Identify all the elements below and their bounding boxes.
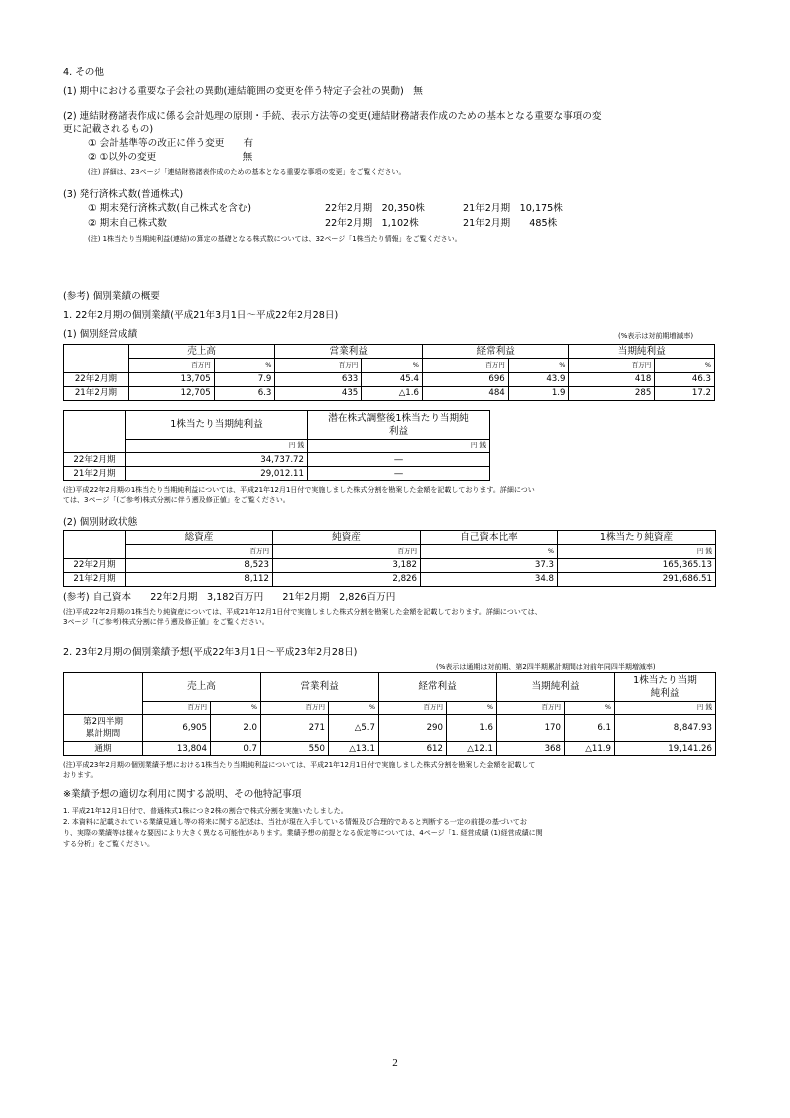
table-cell: 6.1 [565, 715, 615, 742]
financial-table [63, 530, 716, 587]
table-cell: ― [308, 467, 490, 481]
row-label [64, 715, 143, 742]
row-label: 21年2月期 [64, 386, 129, 400]
unit-label: % [362, 359, 423, 373]
financial-header-net-assets: 純資産 [273, 531, 421, 545]
row-label: 21年2月期 [64, 572, 126, 586]
table-cell: 7.9 [214, 372, 275, 386]
forecast-table [63, 672, 716, 756]
results-header-ordinary: 経常利益 [422, 345, 569, 359]
section4-item2-a: ① 会計基準等の改正に伴う変更 有 [88, 138, 254, 149]
eps-unit-blank [64, 439, 126, 453]
table-cell: 271 [261, 715, 329, 742]
results-table [63, 344, 715, 401]
table-cell: 29,012.11 [126, 467, 308, 481]
unit-label: 百万円 [422, 359, 508, 373]
table-cell: 2,826 [273, 572, 421, 586]
row-label: 22年2月期 [64, 558, 126, 572]
forecast-corner [64, 673, 143, 702]
financial-unit-blank [64, 545, 126, 559]
financial-header-bps: 1株当たり純資産 [558, 531, 716, 545]
eps-note-line1: (注)平成22年2月期の1株当たり当期純利益については、平成21年12月1日付で実施しました株式分割を勘案した金額を記載しております。詳細につい [63, 486, 535, 494]
forecast-header-eps-line2: 純利益 [650, 687, 680, 699]
row-label: 22年2月期 [64, 453, 126, 467]
section4-item3: (3) 発行済株式数(普通株式) [63, 189, 184, 200]
section4-item3-b-label: ② 期末自己株式数 [88, 218, 167, 229]
forecast-header-eps [615, 673, 716, 702]
table-row [64, 715, 716, 742]
eps-table [63, 410, 490, 481]
results-header-operating: 営業利益 [275, 345, 423, 359]
unit-label: 円 銭 [615, 701, 716, 715]
table-cell: 43.9 [508, 372, 569, 386]
table-cell: 435 [275, 386, 362, 400]
disclaimer-line2: 2. 本資料に記載されている業績見通し等の将来に関する記述は、当社が現在入手している情報及び合理的であると判断する一定の前提の基づいてお [63, 818, 527, 826]
table-cell: 484 [422, 386, 508, 400]
table-cell: △12.1 [447, 742, 497, 756]
table-cell: 34,737.72 [126, 453, 308, 467]
section4-item3-a-cur: 22年2月期 20,350株 [325, 203, 425, 214]
table-cell: 45.4 [362, 372, 423, 386]
unit-label: 百万円 [275, 359, 362, 373]
table-cell: △1.6 [362, 386, 423, 400]
unit-label: 円 銭 [558, 545, 716, 559]
financial-corner [64, 531, 126, 545]
table-cell: 612 [379, 742, 447, 756]
reference-sub2: (2) 個別財政状態 [63, 517, 138, 528]
unit-label: 百万円 [126, 545, 273, 559]
unit-label: 百万円 [497, 701, 565, 715]
forecast-heading: 2. 23年2月期の個別業績予想(平成22年3月1日～平成23年2月28日) [63, 647, 358, 658]
unit-label: % [421, 545, 558, 559]
section4-item2-b: ② ①以外の変更 無 [88, 152, 253, 163]
section4-item1: (1) 期中における重要な子会社の異動(連結範囲の変更を伴う特定子会社の異動) 無 [63, 86, 423, 97]
forecast-header-sales: 売上高 [143, 673, 261, 702]
results-header-sales: 売上高 [128, 345, 275, 359]
reference-sub1-note: (%表示は対前期増減率) [618, 332, 694, 340]
table-row [64, 386, 715, 400]
reference-heading: (参考) 個別業績の概要 [63, 291, 160, 302]
diluted-eps-header-line1: 潜在株式調整後1株当たり当期純 [328, 412, 469, 424]
table-cell: 12,705 [128, 386, 214, 400]
forecast-unit-blank [64, 701, 143, 715]
results-unit-blank [64, 359, 129, 373]
financial-header-assets: 総資産 [126, 531, 273, 545]
section4-item2-note: (注) 詳細は、23ページ「連結財務諸表作成のための基本となる重要な事項の変更」をご覧ください。 [88, 168, 406, 176]
table-cell: △11.9 [565, 742, 615, 756]
forecast-header-net: 当期純利益 [497, 673, 615, 702]
table-cell: 2.0 [211, 715, 261, 742]
table-cell: 17.2 [655, 386, 715, 400]
bps-note-line1: (注)平成22年2月期の1株当たり純資産については、平成21年12月1日付で実施しました株式分割を勘案した金額を記載しております。詳細については、 [63, 608, 542, 616]
diluted-eps-header-line2: 利益 [388, 425, 409, 437]
unit-label: 百万円 [128, 359, 214, 373]
row-label: 通期 [64, 742, 143, 756]
table-cell: △13.1 [329, 742, 379, 756]
table-cell: 8,523 [126, 558, 273, 572]
table-cell: 46.3 [655, 372, 715, 386]
forecast-header-ordinary: 経常利益 [379, 673, 497, 702]
section4-item2-line1: (2) 連結財務諸表作成に係る会計処理の原則・手続、表示方法等の変更(連結財務諸表作成のための基本となる重要な事項の変 [63, 111, 602, 122]
unit-label: % [329, 701, 379, 715]
unit-label: 円 銭 [308, 439, 490, 453]
table-row [64, 572, 716, 586]
table-row [64, 372, 715, 386]
table-cell: 6.3 [214, 386, 275, 400]
section4-heading: 4. その他 [63, 67, 104, 78]
reference-period1: 1. 22年2月期の個別業績(平成21年3月1日～平成22年2月28日) [63, 310, 339, 321]
table-cell: 6,905 [143, 715, 211, 742]
results-corner [64, 345, 129, 359]
section4-item3-a-prev: 21年2月期 10,175株 [463, 203, 563, 214]
row-label-line2: 累計期間 [85, 729, 121, 739]
table-cell: 34.8 [421, 572, 558, 586]
financial-header-equity-ratio: 自己資本比率 [421, 531, 558, 545]
section4-item3-a-label: ① 期末発行済株式数(自己株式を含む) [88, 203, 252, 214]
unit-label: 百万円 [261, 701, 329, 715]
table-cell: 368 [497, 742, 565, 756]
unit-label: % [211, 701, 261, 715]
unit-label: % [447, 701, 497, 715]
section4-item3-note: (注) 1株当たり当期純利益(連結)の算定の基礎となる株式数については、32ページ「1株当たり情報」をご覧ください。 [88, 235, 462, 243]
forecast-note-line2: おります。 [63, 771, 98, 779]
disclaimer-line3: り、実際の業績等は様々な要因により大きく異なる可能性があります。業績予想の前提となる仮定等については、4ページ「1. 経営成績 (1)経営成績に関 [63, 829, 543, 837]
table-cell: 418 [569, 372, 655, 386]
table-row [64, 742, 716, 756]
table-cell: 8,847.93 [615, 715, 716, 742]
table-cell: 1.9 [508, 386, 569, 400]
table-cell: 8,112 [126, 572, 273, 586]
reference-sub1: (1) 個別経営成績 [63, 329, 138, 340]
section4-item3-b-prev: 21年2月期 485株 [463, 218, 558, 229]
table-cell: 13,804 [143, 742, 211, 756]
forecast-header-eps-line1: 1株当たり当期 [633, 674, 697, 686]
table-cell: 550 [261, 742, 329, 756]
disclaimer-heading: ※業績予想の適切な利用に関する説明、その他特記事項 [63, 789, 302, 800]
unit-label: 百万円 [143, 701, 211, 715]
forecast-note-line1: (注)平成23年2月期の個別業績予想における1株当たり当期純利益については、平成21年12月1日付で実施しました株式分割を勘案した金額を記載して [63, 761, 536, 769]
unit-label: % [655, 359, 715, 373]
unit-label: 百万円 [569, 359, 655, 373]
table-cell: 37.3 [421, 558, 558, 572]
row-label: 21年2月期 [64, 467, 126, 481]
disclaimer-line1: 1. 平成21年12月1日付で、普通株式1株につき2株の割合で株式分割を実施いたしました。 [63, 807, 348, 815]
table-cell: 13,705 [128, 372, 214, 386]
unit-label: 円 銭 [126, 439, 308, 453]
forecast-header-operating: 営業利益 [261, 673, 379, 702]
table-cell: 1.6 [447, 715, 497, 742]
table-cell: 291,686.51 [558, 572, 716, 586]
table-row [64, 453, 490, 467]
unit-label: 百万円 [273, 545, 421, 559]
table-cell: ― [308, 453, 490, 467]
table-cell: 0.7 [211, 742, 261, 756]
table-row [64, 558, 716, 572]
bps-note-line2: 3ページ「(ご参考)株式分割に伴う遡及修正値」をご覧ください。 [63, 618, 269, 626]
table-cell: △5.7 [329, 715, 379, 742]
table-cell: 290 [379, 715, 447, 742]
unit-label: % [508, 359, 569, 373]
table-cell: 170 [497, 715, 565, 742]
table-cell: 165,365.13 [558, 558, 716, 572]
table-cell: 19,141.26 [615, 742, 716, 756]
disclaimer-line4: する分析」をご覧ください。 [63, 840, 154, 848]
table-cell: 696 [422, 372, 508, 386]
unit-label: % [214, 359, 275, 373]
table-cell: 3,182 [273, 558, 421, 572]
results-header-net: 当期純利益 [569, 345, 715, 359]
equity-reference: (参考) 自己資本 22年2月期 3,182百万円 21年2月期 2,826百万円 [63, 592, 396, 603]
forecast-note-right: (%表示は通期は対前期、第2四半期累計期間は対前年同四半期増減率) [436, 663, 656, 671]
page-number: 2 [392, 1057, 398, 1069]
section4-item3-b-cur: 22年2月期 1,102株 [325, 218, 419, 229]
eps-header: 1株当たり当期純利益 [126, 411, 308, 440]
eps-note-line2: ては、3ページ「(ご参考)株式分割に伴う遡及修正値」をご覧ください。 [63, 496, 290, 504]
table-row [64, 467, 490, 481]
unit-label: % [565, 701, 615, 715]
eps-corner [64, 411, 126, 440]
row-label-line1: 第2四半期 [83, 717, 123, 727]
row-label: 22年2月期 [64, 372, 129, 386]
unit-label: 百万円 [379, 701, 447, 715]
section4-item2-line2: 更に記載されるもの) [63, 124, 154, 135]
table-cell: 633 [275, 372, 362, 386]
table-cell: 285 [569, 386, 655, 400]
diluted-eps-header [308, 411, 490, 440]
